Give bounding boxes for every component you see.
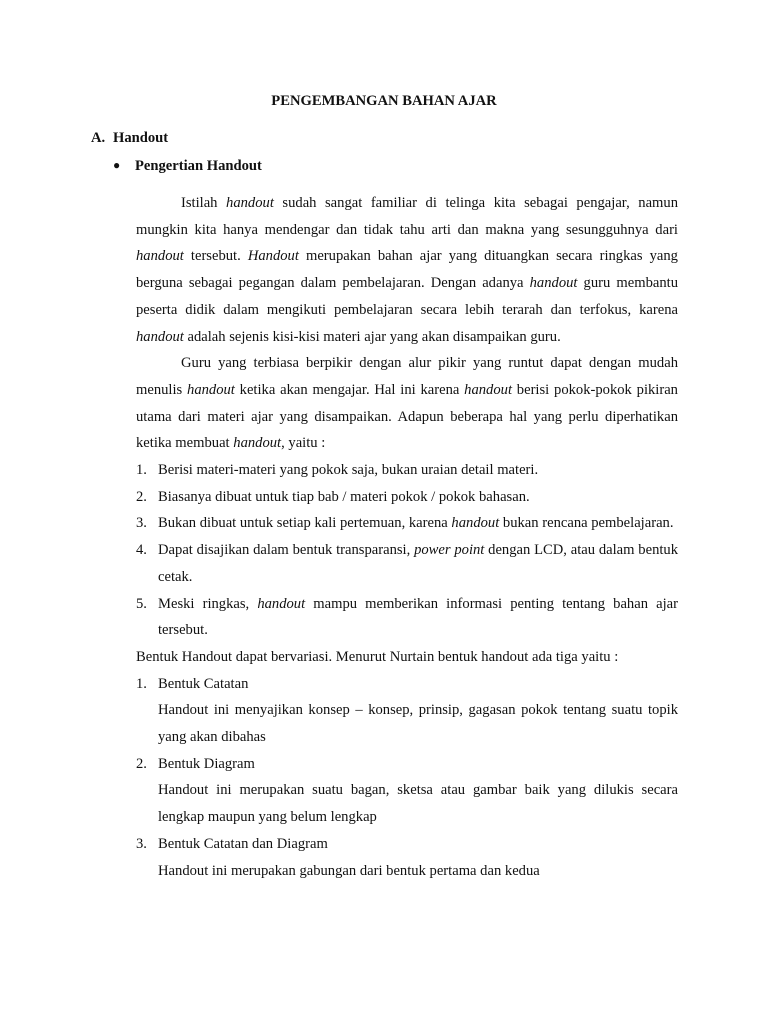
list-item-text: Dapat disajikan dalam bentuk transparansi,	[158, 542, 415, 559]
text-run: Guru yang terbiasa berpikir dengan alur pikir yang runtut dapat dengan mudah menulis	[136, 355, 678, 398]
subsection-heading	[113, 158, 262, 175]
section-label: A.	[91, 130, 106, 146]
subsection-title: Pengertian Handout	[135, 158, 262, 174]
text-run: sudah sangat familiar di telinga kita sebagai pengajar, namun mungkin kita hanya mendengar dan tidak tahu arti dan makna yang sesungguhnya dari	[136, 195, 678, 238]
text-run: tersebut.	[183, 248, 248, 265]
list-item	[136, 751, 678, 831]
list-item-text: Meski ringkas,	[158, 595, 258, 612]
list-number: 1.	[136, 462, 147, 479]
list-item-description: Handout ini menyajikan konsep – konsep, prinsip, gagasan pokok tentang suatu topik yang akan dibahas	[158, 702, 678, 746]
text-run: ketika akan mengajar. Hal ini karena	[234, 381, 465, 398]
list-number: 2.	[136, 488, 147, 505]
numbered-list-handout-tips	[136, 457, 678, 644]
list-item-text: Bukan dibuat untuk setiap kali pertemuan, karena	[158, 515, 452, 532]
list-item-heading: Bentuk Catatan	[158, 675, 249, 692]
italic-term: handout	[257, 595, 306, 612]
list-number: 4.	[136, 542, 147, 559]
bullet-icon: ●	[113, 158, 121, 172]
italic-term: Handout	[247, 248, 299, 265]
italic-term: handout	[226, 195, 274, 211]
list-number: 1.	[136, 675, 147, 692]
italic-term: power point	[414, 542, 485, 559]
text-run: guru membantu peserta didik dalam mengikuti pembelajaran secara lebih terarah dan terfokus, karena	[136, 275, 678, 318]
paragraph-2	[136, 350, 678, 457]
italic-term: handout	[136, 328, 184, 345]
italic-term: handout	[187, 381, 235, 398]
paragraph-1	[136, 190, 678, 350]
list-number: 3.	[136, 835, 147, 852]
list-item	[136, 591, 678, 644]
list-item	[136, 510, 678, 537]
italic-term: handout	[233, 435, 282, 452]
list-item-description: Handout ini merupakan suatu bagan, sketsa atau gambar baik yang dilukis secara lengkap maupun yang belum lengkap	[158, 782, 678, 826]
list-number: 3.	[136, 515, 147, 532]
list-item	[136, 537, 678, 590]
text-run: merupakan bahan ajar yang dituangkan secara ringkas yang berguna sebagai pegangan dalam pembelajaran. Dengan adanya	[136, 248, 678, 292]
list-item	[136, 671, 678, 751]
page-title: PENGEMBANGAN BAHAN AJAR	[271, 93, 497, 109]
paragraph-intro-forms: Bentuk Handout dapat bervariasi. Menurut Nurtain bentuk handout ada tiga yaitu :	[136, 648, 619, 665]
italic-term: handout	[451, 515, 500, 532]
list-item-heading: Bentuk Catatan dan Diagram	[158, 835, 328, 852]
list-item-heading: Bentuk Diagram	[158, 755, 255, 772]
list-item-text: Biasanya dibuat untuk tiap bab / materi pokok / pokok bahasan.	[158, 488, 530, 505]
text-run: Istilah	[181, 195, 227, 211]
text-run: berisi pokok-pokok pikiran utama dari materi ajar yang disampaikan. Adapun beberapa hal yang perlu diperhatikan ketika membuat	[136, 381, 678, 452]
list-item-text: dengan LCD, atau dalam bentuk cetak.	[158, 542, 679, 585]
list-number: 5.	[136, 595, 147, 612]
list-number: 2.	[136, 755, 147, 772]
text-run: , yaitu :	[281, 435, 326, 452]
italic-term: handout	[136, 248, 184, 265]
section-heading	[91, 130, 168, 147]
list-item-text: Berisi materi-materi yang pokok saja, bukan uraian detail materi.	[158, 462, 539, 479]
section-title: Handout	[113, 130, 169, 146]
text-run: adalah sejenis kisi-kisi materi ajar yang akan disampaikan guru.	[183, 328, 561, 345]
italic-term: handout	[529, 275, 578, 292]
list-item-description: Handout ini merupakan gabungan dari bentuk pertama dan kedua	[158, 862, 540, 879]
list-item-text: bukan rencana pembelajaran.	[499, 515, 674, 532]
list-item	[136, 457, 678, 484]
list-item	[136, 484, 678, 511]
document-body	[136, 190, 678, 884]
list-item	[136, 831, 678, 884]
list-item-text: mampu memberikan informasi penting tentang bahan ajar tersebut.	[158, 595, 678, 639]
italic-term: handout	[464, 381, 512, 398]
numbered-list-handout-forms	[136, 671, 678, 885]
